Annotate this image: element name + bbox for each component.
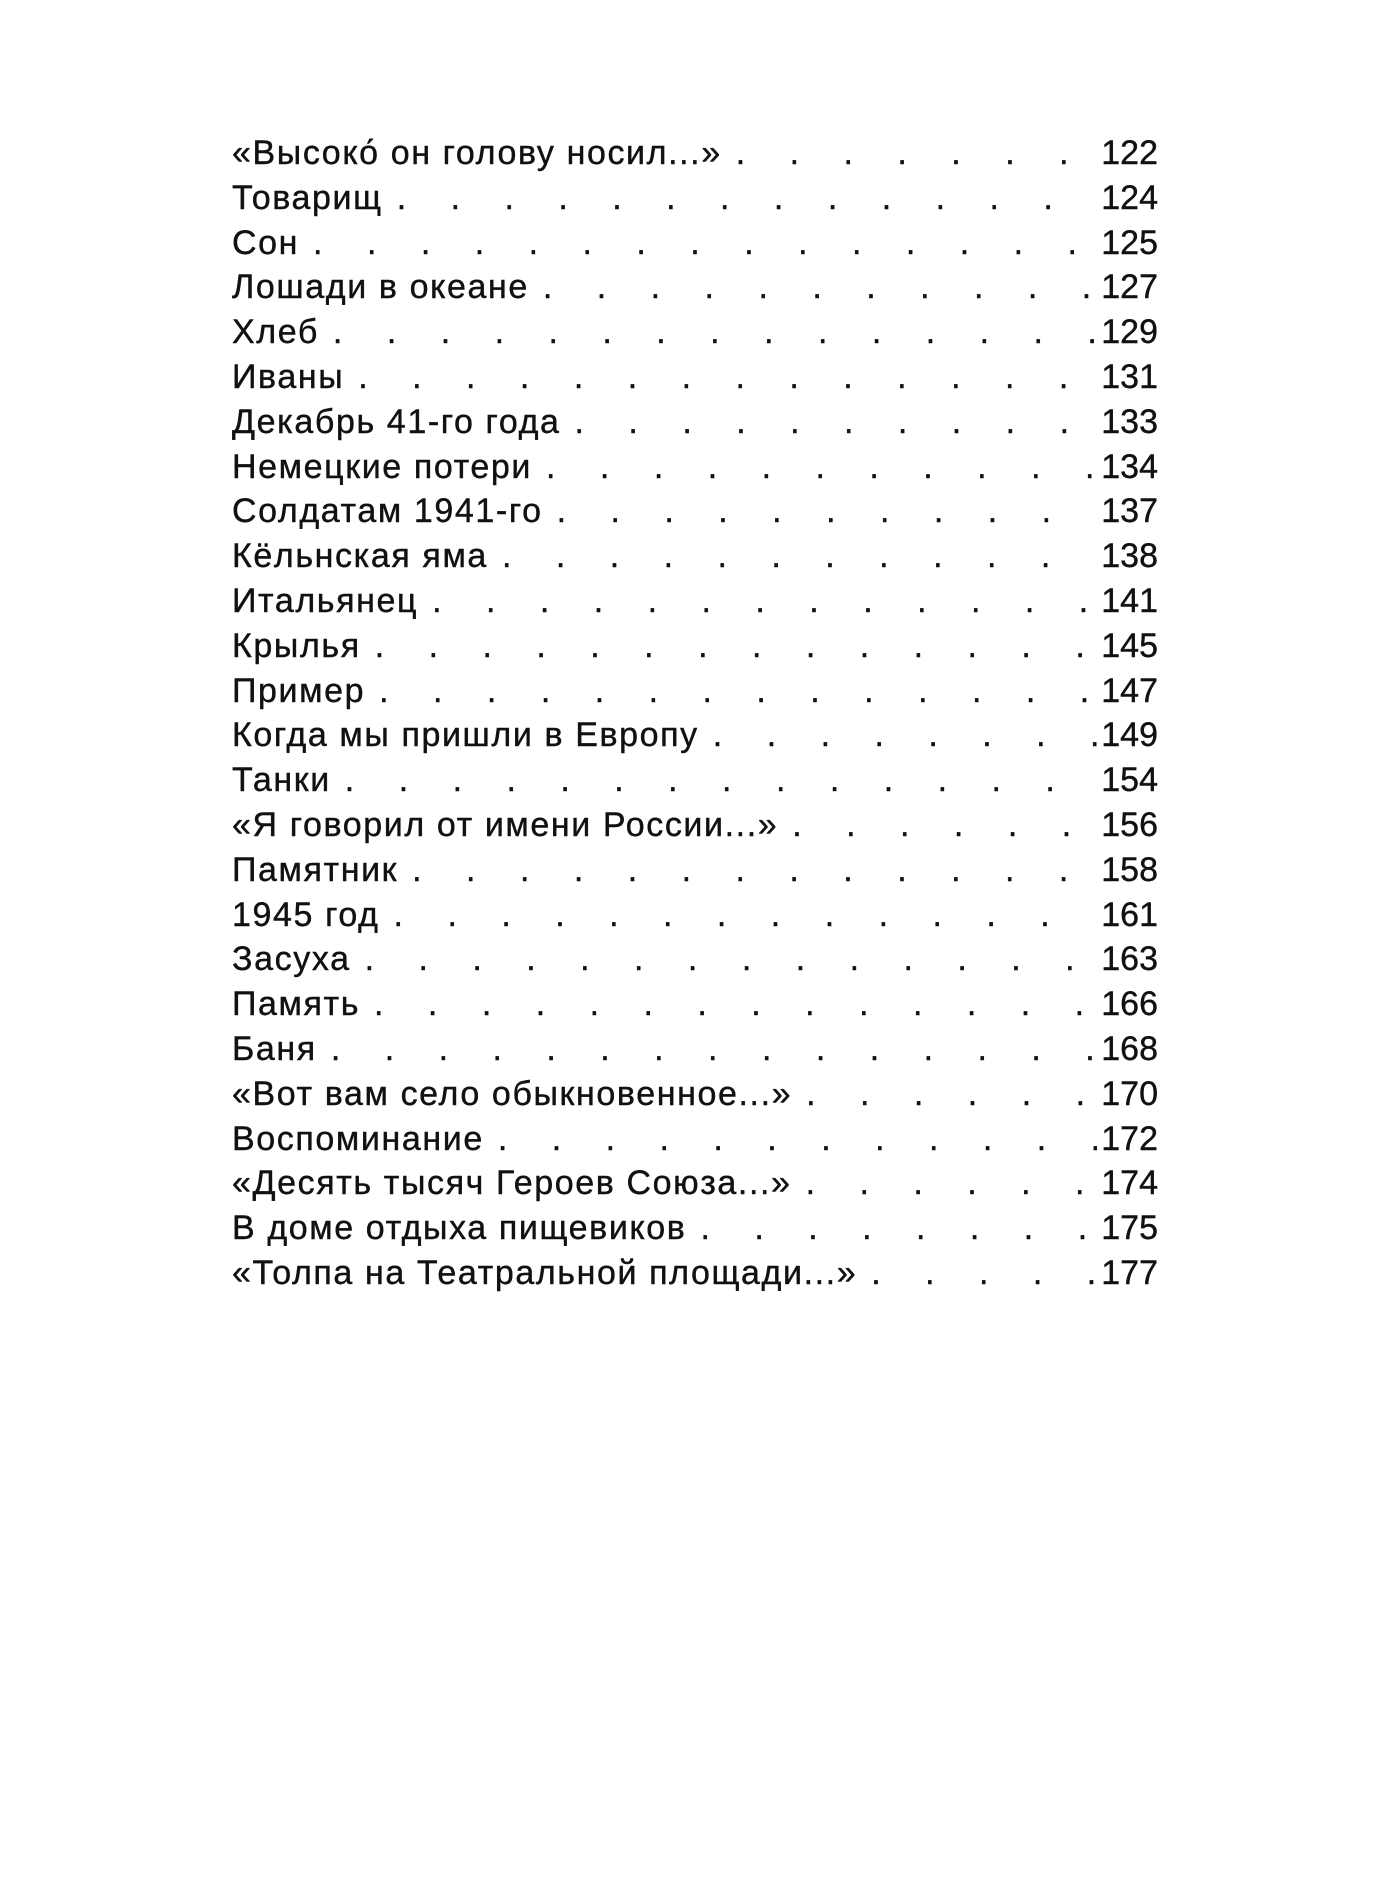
toc-entry-page: 158: [1101, 850, 1158, 889]
toc-entry: [232, 582, 1158, 627]
toc-entry-title: «Высоко́ он голову носил...»: [232, 134, 722, 172]
toc-entry-page: 137: [1101, 492, 1158, 531]
toc-entry: [232, 313, 1158, 358]
toc-entry-page: 166: [1101, 985, 1158, 1024]
toc-leader-dots: [792, 806, 1097, 845]
toc-leader-dots: [331, 1030, 1097, 1069]
toc-entry-title: Иваны: [232, 357, 345, 396]
toc-entry-title: Лошади в океане: [232, 268, 529, 307]
toc-entry: [232, 940, 1158, 985]
toc-entry-page: 129: [1101, 313, 1158, 352]
toc-entry: [232, 761, 1158, 806]
toc-entry: [232, 268, 1158, 313]
toc-entry: [232, 1075, 1158, 1120]
toc-entry-title: Кёльнская яма: [232, 537, 488, 576]
toc-entry-title: Итальянец: [232, 581, 419, 620]
toc-leader-dots: [345, 761, 1097, 800]
toc-leader-dots: [543, 268, 1097, 307]
toc-entry-page: 156: [1101, 805, 1158, 844]
toc-entry: [232, 179, 1158, 224]
toc-entry: [232, 403, 1158, 448]
toc-leader-dots: [412, 851, 1097, 890]
toc-leader-dots: [358, 358, 1097, 397]
toc-entry: [232, 851, 1158, 896]
toc-entry-page: 131: [1101, 357, 1158, 396]
toc-leader-dots: [394, 896, 1098, 935]
toc-leader-dots: [806, 1164, 1098, 1203]
toc-entry-page: 138: [1101, 537, 1158, 576]
toc-entry: [232, 1030, 1158, 1075]
toc-entry-page: 141: [1101, 581, 1158, 620]
toc-entry: [232, 896, 1158, 941]
toc-entry-page: 170: [1101, 1074, 1158, 1113]
toc-entry: [232, 985, 1158, 1030]
toc-entry-title: «Я говорил от имени России...»: [232, 805, 779, 844]
toc-entry-page: 127: [1101, 268, 1158, 307]
toc-leader-dots: [871, 1254, 1097, 1293]
toc-entry-title: Засуха: [232, 940, 351, 979]
toc-entry: [232, 224, 1158, 269]
toc-leader-dots: [806, 1075, 1097, 1114]
toc-leader-dots: [313, 224, 1097, 263]
toc-entry-title: Когда мы пришли в Европу: [232, 716, 699, 755]
toc-entry-title: Баня: [232, 1029, 317, 1068]
toc-entry-title: Немецкие потери: [232, 447, 533, 486]
toc-leader-dots: [498, 1120, 1097, 1159]
toc-entry-page: 149: [1101, 716, 1158, 755]
toc-leader-dots: [365, 940, 1098, 979]
toc-leader-dots: [375, 627, 1098, 666]
toc-entry-page: 177: [1101, 1253, 1158, 1292]
toc-entry-page: 161: [1101, 895, 1158, 934]
toc-entry: [232, 1254, 1158, 1299]
toc-entry-title: В доме отдыха пищевиков: [232, 1209, 687, 1248]
toc-leader-dots: [700, 1209, 1097, 1248]
toc-leader-dots: [546, 448, 1097, 487]
toc-entry: [232, 627, 1158, 672]
toc-entry-page: 124: [1101, 178, 1158, 217]
toc-entry-page: 145: [1101, 626, 1158, 665]
toc-leader-dots: [397, 179, 1098, 218]
toc-entry: [232, 672, 1158, 717]
toc-leader-dots: [432, 582, 1097, 621]
toc-leader-dots: [575, 403, 1098, 442]
toc-entry-title: Танки: [232, 761, 331, 800]
toc-entry-page: 175: [1101, 1209, 1158, 1248]
toc-leader-dots: [374, 985, 1097, 1024]
toc-leader-dots: [379, 672, 1097, 711]
toc-entry-page: 133: [1101, 402, 1158, 441]
toc-entry-title: Пример: [232, 671, 366, 710]
toc-entry-page: 122: [1101, 134, 1158, 172]
toc-entry: [232, 716, 1158, 761]
toc-entry-title: Память: [232, 985, 361, 1024]
toc-entry-title: Крылья: [232, 626, 361, 665]
toc-entry-page: 174: [1101, 1164, 1158, 1203]
toc-entry: [232, 1209, 1158, 1254]
toc-entry: [232, 537, 1158, 582]
toc-entry-page: 147: [1101, 671, 1158, 710]
toc-entry-title: «Вот вам село обыкновенное...»: [232, 1074, 793, 1113]
toc-entry-title: Декабрь 41-го года: [232, 402, 561, 441]
toc-entry: [232, 1164, 1158, 1209]
toc-entry: [232, 134, 1158, 179]
toc-entry-page: 172: [1101, 1119, 1158, 1158]
toc-entry-title: «Десять тысяч Героев Союза...»: [232, 1164, 792, 1203]
toc-entry-title: Солдатам 1941-го: [232, 492, 543, 531]
toc-entry: [232, 358, 1158, 403]
toc-entry-page: 168: [1101, 1029, 1158, 1068]
toc-leader-dots: [713, 716, 1097, 755]
toc-entry-title: Хлеб: [232, 313, 319, 352]
toc-entry-page: 134: [1101, 447, 1158, 486]
toc-entry-page: 125: [1101, 223, 1158, 262]
toc-entry-title: «Толпа на Театральной площади...»: [232, 1253, 858, 1292]
table-of-contents: [232, 134, 1158, 1299]
toc-leader-dots: [502, 537, 1097, 576]
toc-entry-title: Воспоминание: [232, 1119, 484, 1158]
toc-entry: [232, 806, 1158, 851]
toc-entry: [232, 1120, 1158, 1165]
toc-entry-page: 163: [1101, 940, 1158, 979]
toc-entry: [232, 492, 1158, 537]
toc-leader-dots: [557, 492, 1098, 531]
toc-entry-title: 1945 год: [232, 895, 380, 934]
toc-entry-page: 154: [1101, 761, 1158, 800]
toc-leader-dots: [736, 134, 1098, 173]
toc-entry-title: Сон: [232, 223, 300, 262]
toc-leader-dots: [333, 313, 1097, 352]
toc-entry-title: Памятник: [232, 850, 399, 889]
toc-entry: [232, 448, 1158, 493]
toc-entry-title: Товарищ: [232, 178, 383, 217]
